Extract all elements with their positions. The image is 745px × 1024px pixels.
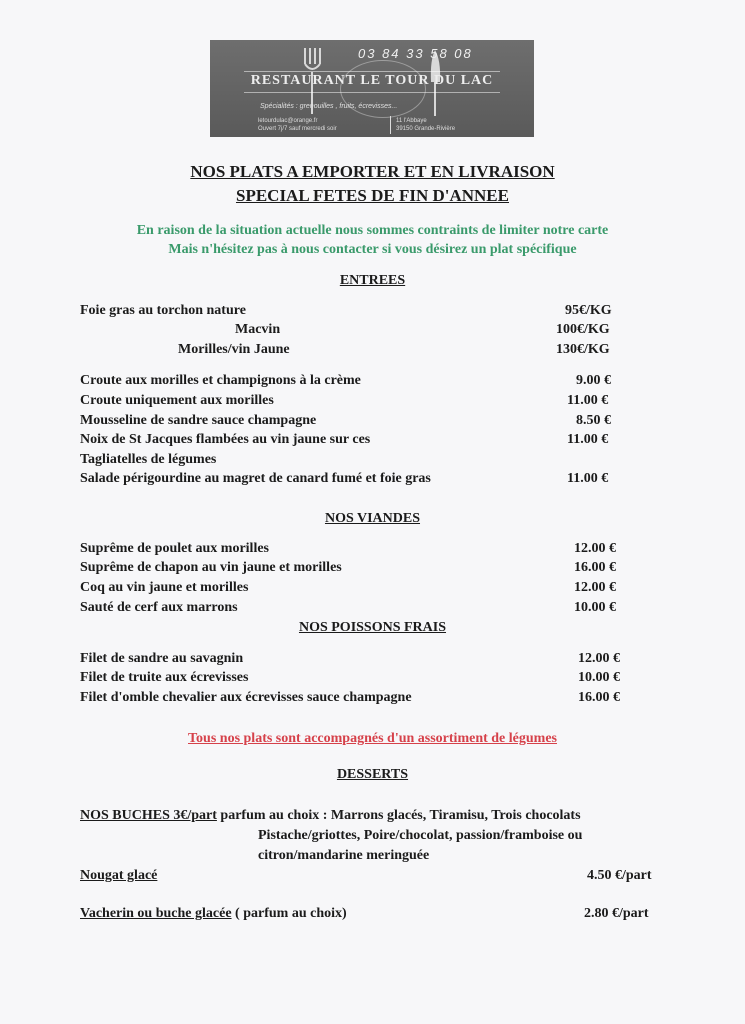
- page-title-line2: SPECIAL FETES DE FIN D'ANNEE: [235, 186, 509, 205]
- vacherin-line: [80, 906, 347, 922]
- menu-item-name: Filet de sandre au savagnin: [80, 651, 244, 666]
- menu-item-price: 16.00 €: [578, 690, 620, 705]
- menu-item-name: Macvin: [235, 322, 281, 337]
- menu-item-price: 16.00 €: [574, 560, 616, 575]
- notice-line1: En raison de la situation actuelle nous sommes contraints de limiter notre carte: [136, 223, 609, 238]
- menu-item-price: 95€/KG: [565, 303, 612, 318]
- vacherin-suffix: ( parfum au choix): [231, 906, 347, 921]
- menu-item-name: Croute uniquement aux morilles: [80, 393, 274, 408]
- menu-item-price: 100€/KG: [556, 322, 610, 337]
- menu-item-price: 10.00 €: [578, 670, 620, 685]
- menu-item-name: Coq au vin jaune et morilles: [80, 580, 249, 595]
- menu-item-name: Suprême de chapon au vin jaune et morilles: [80, 560, 342, 575]
- logo-city: 39150 Grande-Rivière: [396, 126, 456, 132]
- menu-item-name: Sauté de cerf aux marrons: [80, 600, 238, 615]
- notice-line2: Mais n'hésitez pas à nous contacter si vous désirez un plat spécifique: [168, 242, 577, 257]
- restaurant-logo: [210, 40, 534, 137]
- menu-item-price: 130€/KG: [556, 342, 610, 357]
- logo-divider: [244, 71, 500, 72]
- section-heading-poissons: NOS POISSONS FRAIS: [298, 620, 447, 635]
- page-title-line1: NOS PLATS A EMPORTER ET EN LIVRAISON: [190, 162, 555, 181]
- buches-line: [80, 808, 581, 824]
- menu-item-price: 11.00 €: [567, 393, 609, 408]
- logo-hours: Ouvert 7j/7 sauf mercredi soir: [258, 126, 337, 132]
- menu-item-price: 12.00 €: [578, 651, 620, 666]
- menu-item-price: 11.00 €: [567, 471, 609, 486]
- logo-street: 11 l'Abbaye: [396, 118, 427, 124]
- menu-item-price: 8.50 €: [576, 413, 611, 428]
- section-heading-entrees: ENTREES: [339, 273, 406, 288]
- buches-flavours: citron/mandarine meringuée: [258, 848, 430, 863]
- section-heading-viandes: NOS VIANDES: [324, 511, 421, 526]
- logo-name: RESTAURANT LE TOUR DU LAC: [250, 73, 494, 88]
- logo-divider: [244, 92, 500, 93]
- menu-item-name: Croute aux morilles et champignons à la crème: [80, 373, 361, 388]
- vacherin-price: 2.80 €/part: [584, 906, 649, 921]
- menu-item-name: Filet de truite aux écrevisses: [80, 670, 249, 685]
- logo-email: letourdulac@orange.fr: [258, 118, 318, 124]
- menu-item-price: 9.00 €: [576, 373, 611, 388]
- menu-item-name: Morilles/vin Jaune: [178, 342, 290, 357]
- section-heading-desserts: DESSERTS: [336, 767, 409, 782]
- buches-description: parfum au choix : Marrons glacés, Tiramisu, Trois chocolats: [216, 808, 581, 823]
- menu-item-name: Salade périgourdine au magret de canard fumé et foie gras: [80, 471, 431, 486]
- nougat-label: Nougat glacé: [80, 868, 158, 883]
- menu-item-price: 11.00 €: [567, 432, 609, 447]
- garnish-note: Tous nos plats sont accompagnés d'un assortiment de légumes: [188, 731, 557, 746]
- vacherin-label: Vacherin ou buche glacée: [80, 906, 232, 921]
- menu-item-name: Suprême de poulet aux morilles: [80, 541, 269, 556]
- menu-item-price: 10.00 €: [574, 600, 616, 615]
- buches-flavours: Pistache/griottes, Poire/chocolat, passion/framboise ou: [258, 828, 583, 843]
- menu-item-name: Tagliatelles de légumes: [80, 452, 217, 467]
- menu-item-name: Filet d'omble chevalier aux écrevisses sauce champagne: [80, 690, 412, 705]
- menu-item-name: Noix de St Jacques flambées au vin jaune sur ces: [80, 432, 371, 447]
- logo-specialty: Spécialités : grenouilles , fruits, écrevisses...: [260, 103, 398, 110]
- nougat-price: 4.50 €/part: [587, 868, 652, 883]
- menu-item-name: Mousseline de sandre sauce champagne: [80, 413, 317, 428]
- menu-item-price: 12.00 €: [574, 541, 616, 556]
- logo-phone: 03 84 33 58 08: [358, 46, 473, 61]
- menu-item-name: Foie gras au torchon nature: [80, 303, 246, 318]
- buches-label: NOS BUCHES 3€/part: [80, 808, 217, 823]
- menu-item-price: 12.00 €: [574, 580, 616, 595]
- logo-separator: [390, 116, 391, 134]
